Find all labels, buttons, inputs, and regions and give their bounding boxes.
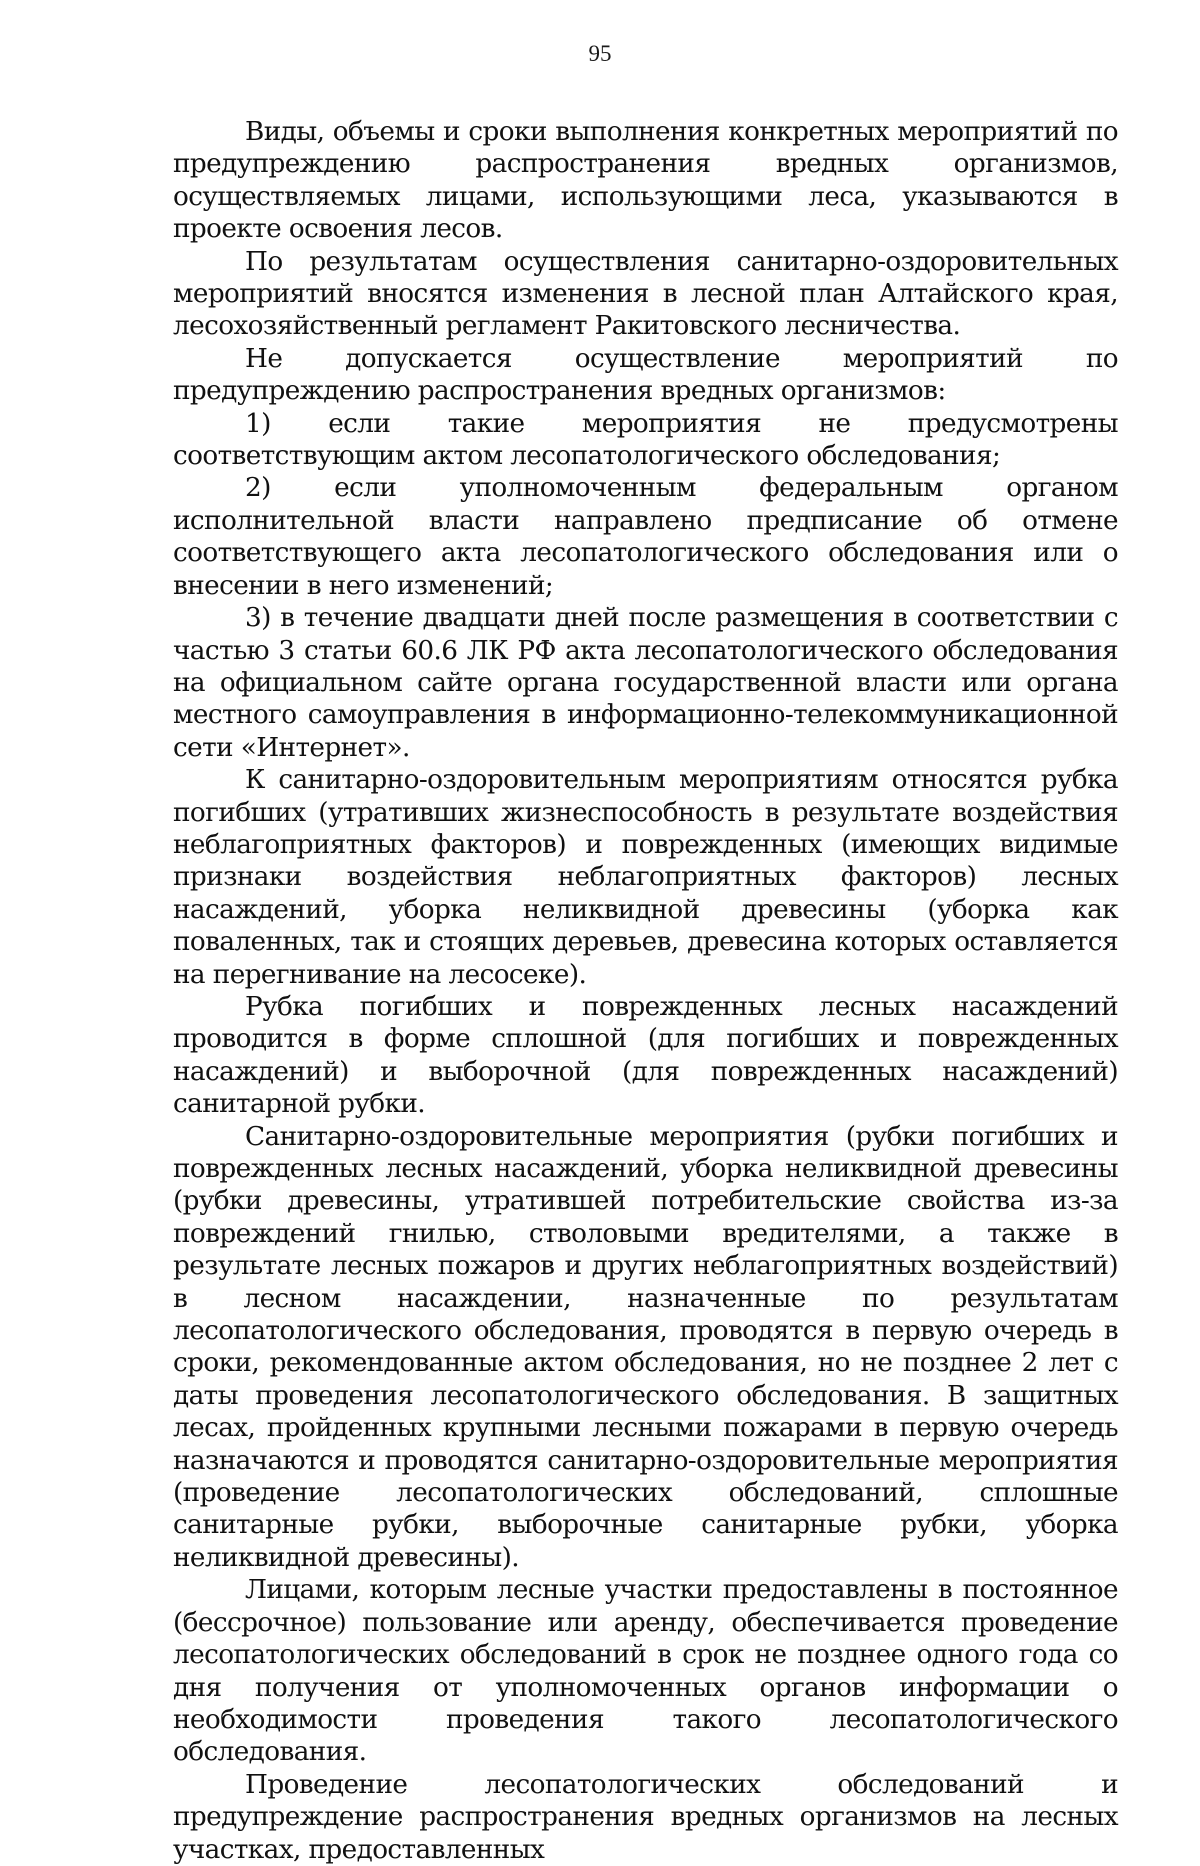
paragraph-conducting-surveys: Проведение лесопатологических обследований и предупреждение распространения вредных организмов на лесных участках, предоставленных xyxy=(173,1769,1118,1865)
paragraph-cutting-form: Рубка погибших и поврежденных лесных насаждений проводится в форме сплошной (для погибших и поврежденных насаждений) и выборочной (для поврежденных насаждений) санитарной рубки. xyxy=(173,991,1118,1120)
paragraph-results-changes: По результатам осуществления санитарно-оздоровительных мероприятий вносятся изменения в лесной план Алтайского края, лесохозяйственный регламент Ракитовского лесничества. xyxy=(173,246,1118,342)
list-item-1: 1) если такие мероприятия не предусмотрены соответствующим актом лесопатологического обследования; xyxy=(173,408,1118,472)
paragraph-persons-obligation: Лицами, которым лесные участки предоставлены в постоянное (бессрочное) пользование или аренду, обеспечивается проведение лесопатологических обследований в срок не позднее одного года со дня получения от уполномоченных органов информации о необходимости проведения такого лесопатологического обследования. xyxy=(173,1575,1118,1768)
paragraph-types-volumes-terms: Виды, объемы и сроки выполнения конкретных мероприятий по предупреждению распространения вредных организмов, осуществляемых лицами, использующими леса, указываются в проекте освоения лесов. xyxy=(173,117,1118,245)
list-item-3: 3) в течение двадцати дней после размещения в соответствии с частью 3 статьи 60.6 ЛК РФ акта лесопатологического обследования на официальном сайте органа государственной власти или органа местного самоуправления в информационно-телекоммуникационной сети «Интернет». xyxy=(173,603,1118,763)
page-number: 95 xyxy=(588,41,612,66)
paragraph-sanitary-measures-terms: Санитарно-оздоровительные мероприятия (рубки погибших и поврежденных лесных насаждений, уборка неликвидной древесины (рубки древесины, утратившей потребительские свойства из-за повреждений гнилью, стволовыми вредителями, а также в результате лесных пожаров и других неблагоприятных воздействий) в лесном насаждении, назначенные по результатам лесопатологического обследования, проводятся в первую очередь в сроки, рекомендованные актом обследования, но не позднее 2 лет с даты проведения лесопатологического обследования. В защитных лесах, пройденных крупными лесными пожарами в первую очередь назначаются и проводятся санитарно-оздоровительные мероприятия (проведение лесопатологических обследований, сплошные санитарные рубки, выборочные санитарные рубки, уборка неликвидной древесины). xyxy=(173,1121,1118,1573)
paragraph-sanitary-measures-definition: К санитарно-оздоровительным мероприятиям относятся рубка погибших (утративших жизнеспособность в результате воздействия неблагоприятных факторов) и поврежденных (имеющих видимые признаки воздействия неблагоприятных факторов) лесных насаждений, уборка неликвидной древесины (уборка как поваленных, так и стоящих деревьев, древесина которых оставляется на перегнивание на лесосеке). xyxy=(173,765,1118,990)
list-item-2: 2) если уполномоченным федеральным органом исполнительной власти направлено предписание об отмене соответствующего акта лесопатологического обследования или о внесении в него изменений; xyxy=(173,473,1118,601)
paragraph-not-allowed: Не допускается осуществление мероприятий по предупреждению распространения вредных организмов: xyxy=(173,343,1118,407)
document-body xyxy=(173,116,1118,1866)
